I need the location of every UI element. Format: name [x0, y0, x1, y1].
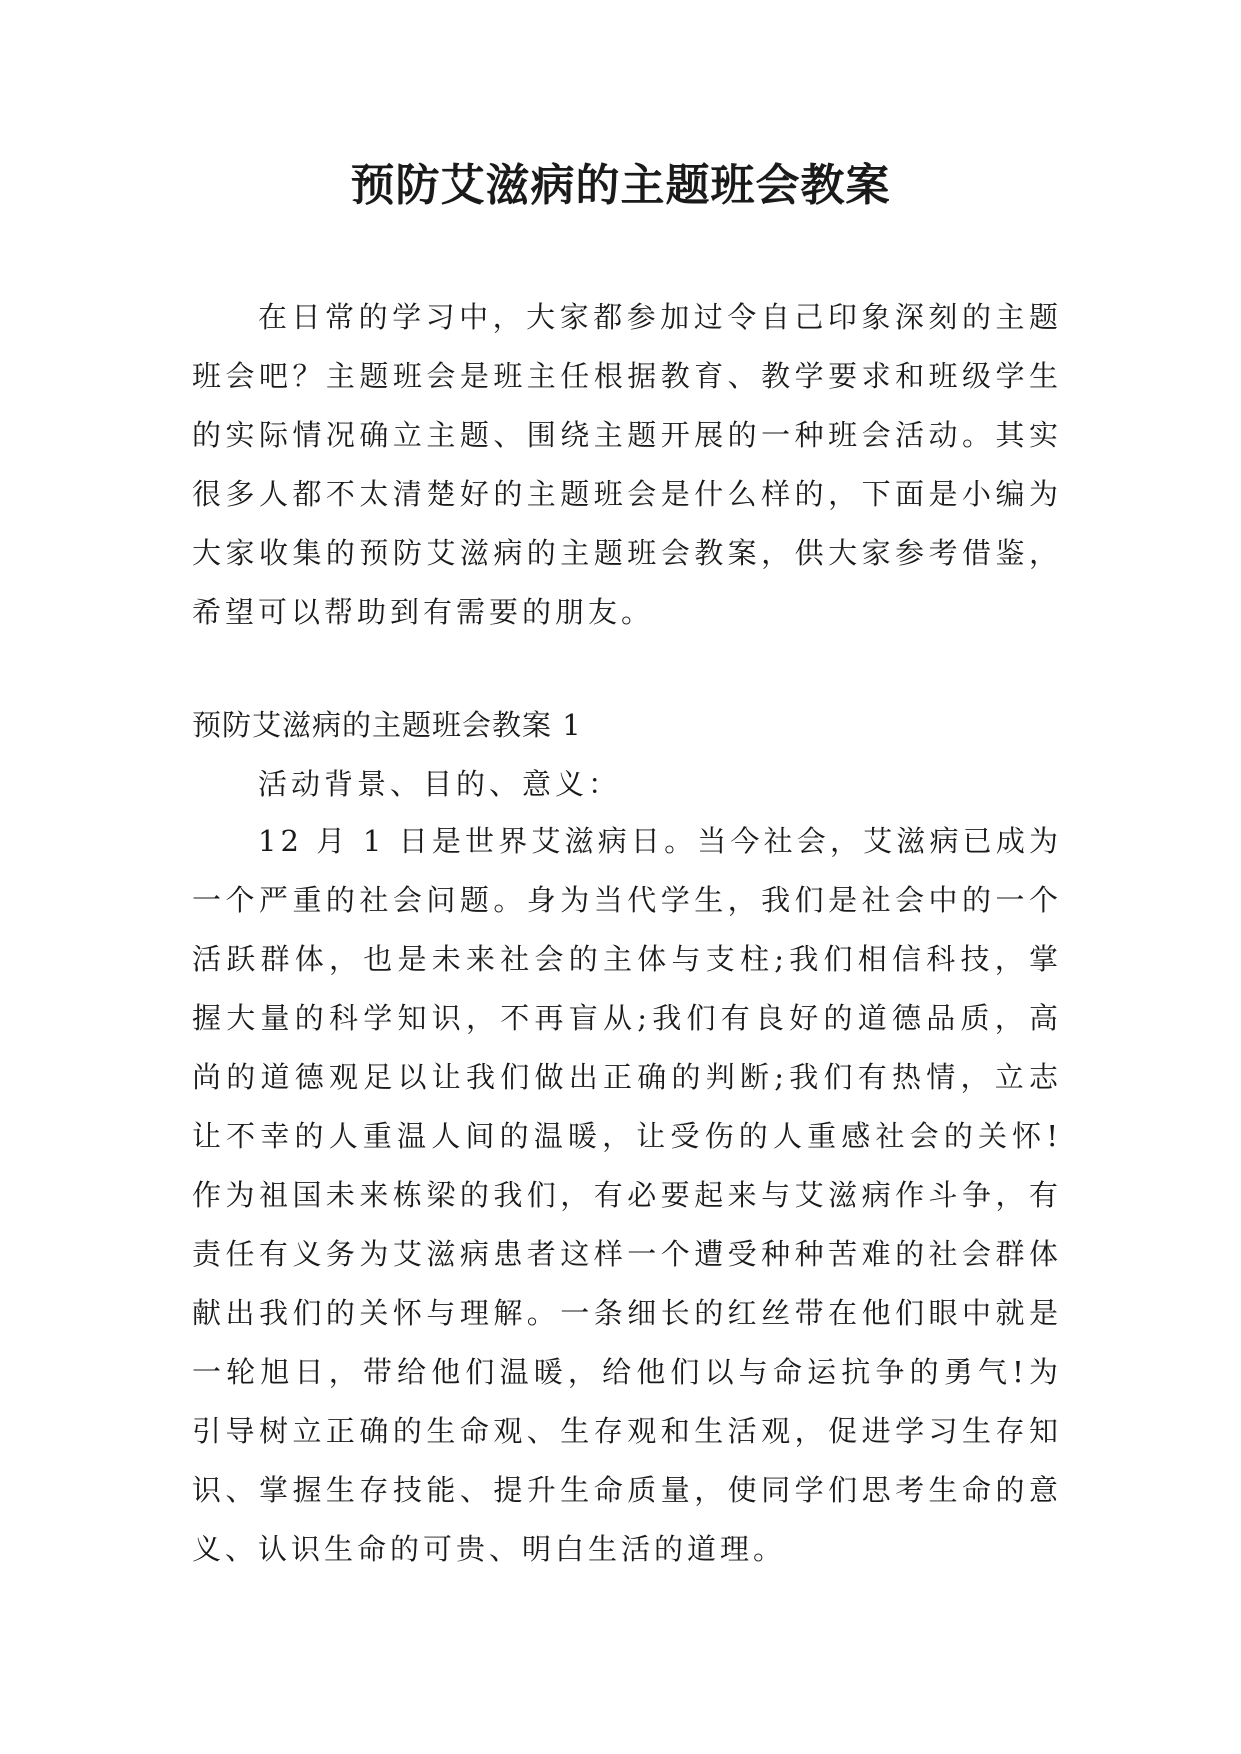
document-title: 预防艾滋病的主题班会教案: [350, 160, 891, 211]
intro-paragraph: 在日常的学习中，大家都参加过令自己印象深刻的主题班会吧？主题班会是班主任根据教育、教学要求和班级学生的实际情况确立主题、围绕主题开展的一种班会活动。其实很多人都不太清楚好的主题班会是什么样的，下面是小编为大家收集的预防艾滋病的主题班会教案，供大家参考借鉴，希望可以帮助到有需要的朋友。: [192, 300, 1062, 629]
background-paragraph: 12 月 1 日是世界艾滋病日。当今社会，艾滋病已成为一个严重的社会问题。身为当代学生，我们是社会中的一个活跃群体，也是未来社会的主体与支柱;我们相信科技，掌握大量的科学知识，不再盲从;我们有良好的道德品质，高尚的道德观足以让我们做出正确的判断;我们有热情，立志让不幸的人重温人间的温暖，让受伤的人重感社会的关怀!作为祖国未来栋梁的我们，有必要起来与艾滋病作斗争，有责任有义务为艾滋病患者这样一个遭受种种苦难的社会群体献出我们的关怀与理解。一条细长的红丝带在他们眼中就是一轮旭日，带给他们温暖，给他们以与命运抗争的勇气!为引导树立正确的生命观、生存观和生活观，促进学习生存知识、掌握生存技能、提升生命质量，使同学们思考生命的意义、认识生命的可贵、明白生活的道理。: [192, 824, 1062, 1566]
section-subheading: 活动背景、目的、意义：: [258, 767, 622, 801]
section-title: 预防艾滋病的主题班会教案 1: [192, 708, 582, 742]
